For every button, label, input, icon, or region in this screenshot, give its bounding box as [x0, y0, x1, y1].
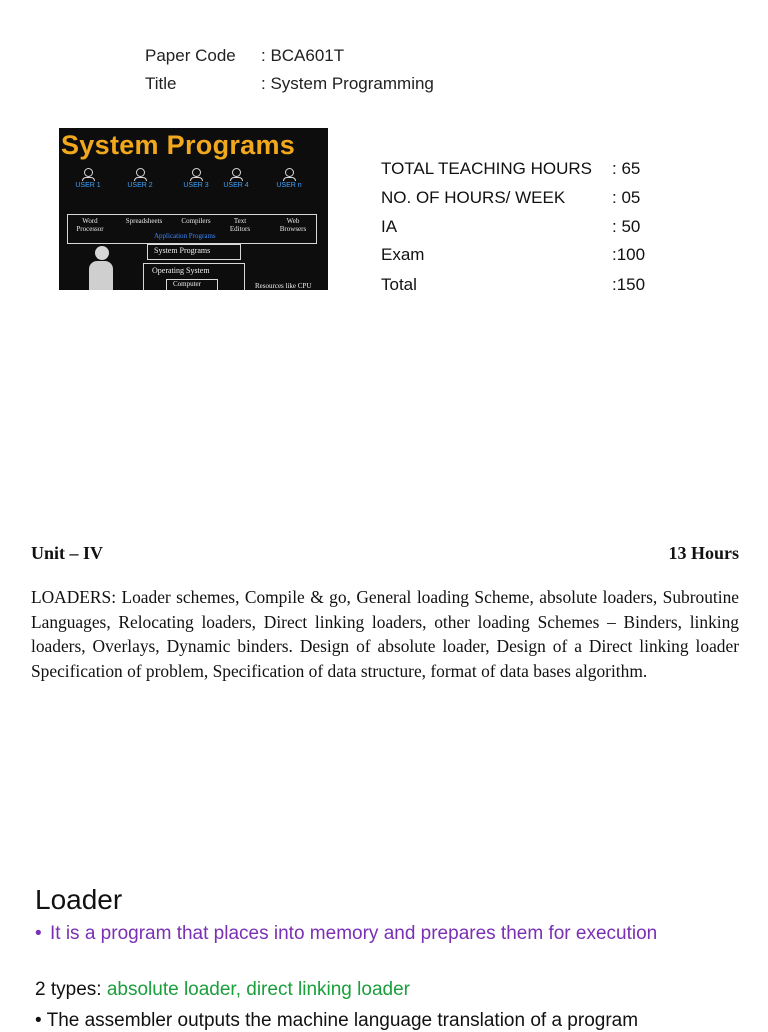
stat-label: IA	[381, 217, 398, 236]
loader-bullet-2	[35, 1010, 755, 1032]
resources-label: Resources like CPU	[255, 282, 312, 290]
stat-value: : 05	[612, 188, 641, 207]
app-label: Compilers	[181, 217, 211, 225]
user-icon: USER 3	[181, 168, 211, 189]
stat-row	[381, 275, 645, 295]
stat-label: Exam	[381, 245, 425, 264]
application-programs-label: Application Programs	[154, 232, 216, 240]
bullet-dot-icon: •	[35, 923, 42, 944]
computer-label: Computer	[173, 280, 201, 288]
app-label: Word Processor	[76, 217, 104, 233]
stat-value: :100	[612, 245, 646, 264]
loader-types	[35, 979, 410, 1001]
operating-system-label: Operating System	[152, 266, 210, 275]
stat-value: : 50	[612, 217, 641, 236]
app-label: Web Browsers	[279, 217, 307, 233]
paper-code-row	[145, 46, 344, 66]
stat-row	[381, 245, 645, 265]
stat-value: : 65	[612, 159, 641, 178]
system-programs-image	[59, 128, 328, 290]
stat-row	[381, 188, 640, 208]
app-label: Text Editors	[229, 217, 251, 233]
system-programs-label: System Programs	[154, 246, 211, 255]
user-icon: USER 1	[73, 168, 103, 189]
title-row	[145, 74, 434, 94]
user-icon: USER n	[274, 168, 304, 189]
bullet-text: The assembler outputs the machine language translation of a program	[46, 1010, 639, 1031]
loader-bullet	[35, 922, 675, 946]
stat-value: :150	[612, 275, 646, 294]
image-title: System Programs	[61, 130, 296, 160]
stat-label: NO. OF HOURS/ WEEK	[381, 188, 566, 207]
types-value: absolute loader, direct linking loader	[106, 979, 410, 1000]
unit-hours: 13 Hours	[668, 543, 739, 563]
presenter-figure	[89, 246, 115, 290]
paper-code-value: : BCA601T	[261, 46, 345, 65]
types-prefix: 2 types:	[35, 979, 107, 1000]
bullet-dot-icon: •	[35, 1010, 47, 1031]
stat-row	[381, 159, 640, 179]
unit-heading	[31, 543, 739, 564]
unit-label: Unit – IV	[31, 543, 104, 563]
stat-label: Total	[381, 275, 417, 294]
applications-box	[67, 214, 317, 244]
operating-system-box	[143, 263, 245, 290]
syllabus-text: LOADERS: Loader schemes, Compile & go, General loading Scheme, absolute loaders, Subroutine Languages, Relocating loaders, Direct linking loaders, other loading Schemes – Binders, linking loaders, Overlays, Dynamic binders. Design of absolute loader, Design of a Direct linking loader Specification of problem, Specification of data structure, format of data bases algorithm.	[31, 587, 739, 682]
stat-label: TOTAL TEACHING HOURS	[381, 159, 592, 178]
bullet-text: It is a program that places into memory and prepares them for execution	[50, 923, 658, 944]
computer-box	[166, 279, 218, 290]
system-programs-box	[147, 244, 241, 260]
loader-title: Loader	[35, 884, 123, 915]
user-icon: USER 4	[221, 168, 251, 189]
stat-row	[381, 217, 640, 237]
paper-code-label: Paper Code	[145, 46, 236, 65]
title-value: : System Programming	[261, 74, 434, 93]
user-icon: USER 2	[125, 168, 155, 189]
app-label: Spreadsheets	[125, 217, 163, 225]
title-label: Title	[145, 74, 177, 93]
